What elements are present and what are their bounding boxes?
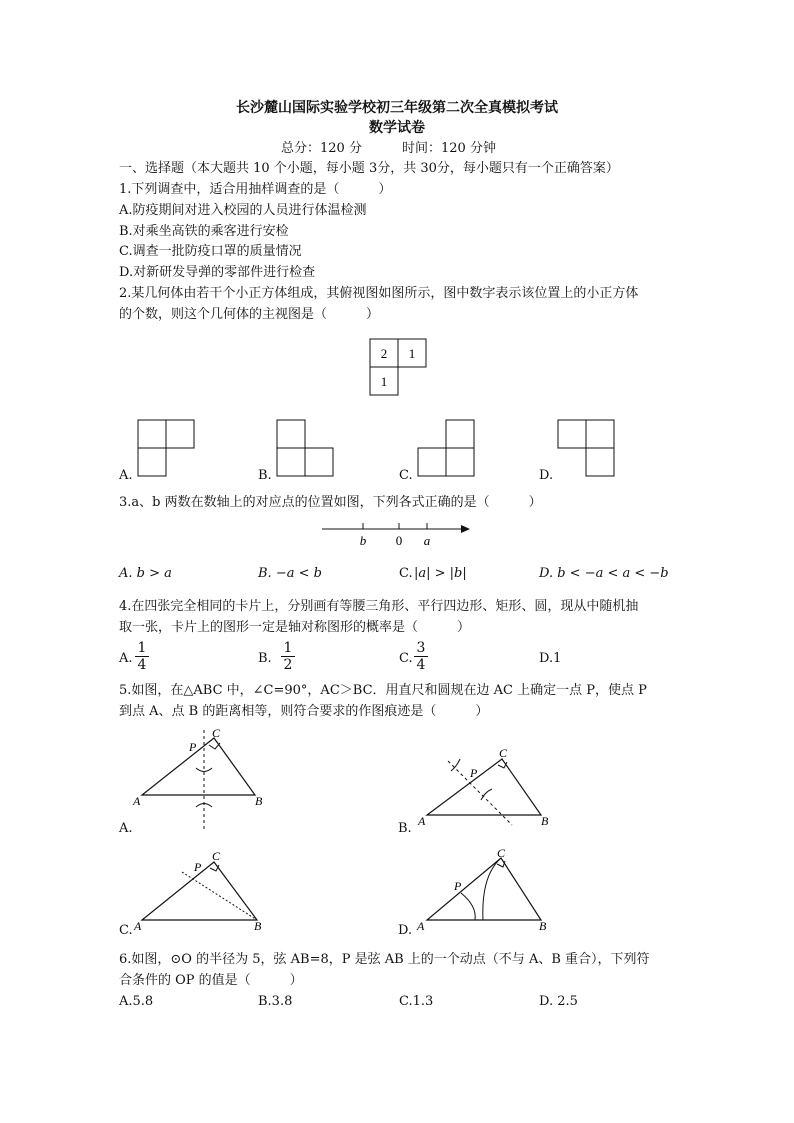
grid-cell-1: 1 — [408, 346, 416, 361]
vertex-p: P — [194, 860, 202, 874]
q3-option-d: D. b < −a < a < −b — [539, 566, 669, 581]
total-score: 总分：120 分 — [281, 141, 362, 156]
vertex-a: A — [134, 919, 142, 933]
q4-option-d: D.1 — [539, 651, 562, 666]
q4-option-b-label: B. — [258, 651, 272, 666]
q6-option-a: A.5.8 — [119, 994, 154, 1009]
q4-stem-line2: 取一张，卡片上的图形一定是轴对称图形的概率是（ ） — [119, 620, 471, 635]
q2-option-d-shape — [558, 420, 614, 476]
q5-label-b: B. — [398, 821, 412, 836]
q5-stem-line2: 到点 A、点 B 的距离相等，则符合要求的作图痕迹是（ ） — [119, 704, 489, 719]
q5-label-a: A. — [119, 821, 133, 836]
axis-label-a: a — [423, 533, 431, 548]
q1-option-c: C.调查一批防疫口罩的质量情况 — [119, 244, 302, 259]
q2-top-view-grid — [370, 339, 426, 395]
vertex-p: P — [454, 879, 462, 893]
axis-label-zero: 0 — [395, 533, 403, 548]
grid-cell-2: 1 — [380, 374, 388, 389]
q4-option-b-fraction: $\frac{1}{2}$ — [281, 640, 295, 673]
vertex-p: P — [189, 740, 197, 754]
vertex-b: B — [255, 794, 263, 808]
vertex-p: P — [470, 766, 478, 780]
q6-stem-line2: 合条件的 OP 的值是（ ） — [119, 973, 303, 988]
q4-stem-line1: 4.在四张完全相同的卡片上，分别画有等腰三角形、平行四边形、矩形、圆，现从中随机抽 — [119, 599, 639, 614]
vertex-c: C — [499, 746, 508, 760]
exam-time: 时间：120 分钟 — [402, 141, 496, 156]
q4-option-c-fraction: $\frac{3}{4}$ — [414, 640, 428, 673]
exam-subtitle: 数学试卷 — [369, 120, 425, 136]
axis-label-b: b — [359, 533, 367, 548]
q5-figure-b — [415, 745, 565, 835]
q1-option-b: B.对乘坐高铁的乘客进行安检 — [119, 224, 289, 239]
q4-option-c-label: C. — [399, 651, 413, 666]
q5-label-c: C. — [119, 923, 133, 938]
q4-option-a-fraction: $\frac{1}{4}$ — [135, 640, 149, 673]
exam-title: 长沙麓山国际实验学校初三年级第二次全真模拟考试 — [236, 100, 558, 116]
vertex-b: B — [254, 919, 262, 933]
vertex-c: C — [212, 726, 221, 740]
q3-stem: 3.a、b 两数在数轴上的对应点的位置如图，下列各式正确的是（ ） — [119, 495, 542, 510]
q2-option-c-shape — [418, 420, 474, 476]
q6-option-d: D. 2.5 — [539, 994, 578, 1009]
q5-figure-c — [130, 848, 280, 938]
vertex-a: A — [417, 919, 425, 933]
q2-label-b: B. — [258, 468, 272, 483]
q2-stem-line2: 的个数，则这个几何体的主视图是（ ） — [119, 307, 380, 322]
q2-option-b-shape — [277, 420, 333, 476]
q1-stem: 1.下列调查中，适合用抽样调查的是（ ） — [119, 182, 392, 197]
q2-stem-line1: 2.某几何体由若干个小正方体组成，其俯视图如图所示，图中数字表示该位置上的小正方体 — [119, 286, 639, 301]
q3-number-line — [322, 518, 472, 548]
q2-label-c: C. — [399, 468, 413, 483]
vertex-a: A — [418, 814, 426, 828]
q1-option-a: A.防疫期间对进入校园的人员进行体温检测 — [119, 203, 367, 218]
q5-figure-d — [415, 848, 565, 938]
q3-option-a: A. b > a — [119, 566, 172, 581]
q6-option-c: C.1.3 — [399, 994, 434, 1009]
grid-cell-0: 2 — [380, 346, 388, 361]
q5-label-d: D. — [398, 923, 413, 938]
q2-label-d: D. — [539, 468, 554, 483]
q3-option-c-prefix: C. — [399, 566, 413, 581]
q3-option-c-expr: |a| > |b| — [414, 566, 467, 581]
q3-option-b: B. −a < b — [258, 566, 322, 581]
q5-figure-a — [130, 725, 280, 835]
section-heading: 一、选择题（本大题共 10 个小题，每小题 3分，共 30分，每小题只有一个正确答案） — [119, 161, 619, 176]
vertex-b: B — [541, 814, 549, 828]
vertex-c: C — [497, 846, 506, 860]
q4-option-a-label: A. — [119, 651, 133, 666]
q1-option-d: D.对新研发导弹的零部件进行检查 — [119, 265, 316, 280]
q6-stem-line1: 6.如图，⊙O 的半径为 5，弦 AB=8，P 是弦 AB 上的一个动点（不与 A、B 重合），下列符 — [119, 952, 650, 967]
q2-label-a: A. — [119, 468, 133, 483]
q2-option-a-shape — [138, 420, 194, 476]
vertex-b: B — [539, 919, 547, 933]
q6-option-b: B.3.8 — [258, 994, 293, 1009]
q5-stem-line1: 5.如图，在△ABC 中，∠C=90°，AC＞BC．用直尺和圆规在边 AC 上确定一点 P，使点 P — [119, 683, 647, 698]
vertex-c: C — [212, 849, 221, 863]
vertex-a: A — [133, 794, 141, 808]
